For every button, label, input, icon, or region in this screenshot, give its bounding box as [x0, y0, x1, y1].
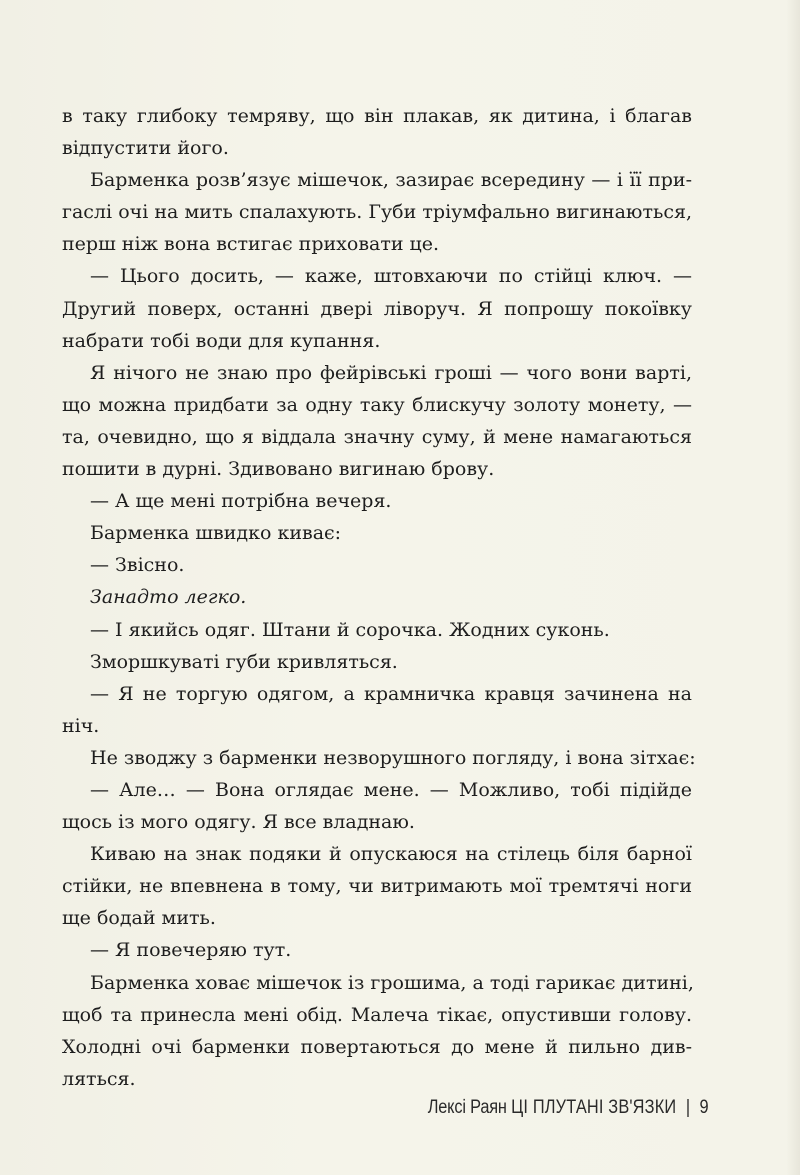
text-line: пошити в дурні. Здивовано вигинаю брову.: [62, 458, 495, 481]
text-line: — Цього досить, — каже, штовхаючи по стійці ключ. —: [90, 265, 692, 288]
text-line: ляться.: [62, 1067, 136, 1090]
text-line: Киваю на знак подяки й опускаюся на стілець біля барної: [90, 843, 692, 866]
footer-book-title: ЦІ ПЛУТАНІ ЗВ'ЯЗКИ: [510, 1097, 676, 1118]
text-line: що можна придбати за одну таку блискучу золоту монету, —: [62, 393, 692, 416]
text-line: стійки, не впевнена в тому, чи витримають мої тремтячі ноги: [62, 875, 692, 898]
text-line: Барменка ховає мішечок із грошима, а тоді гарикає дитині,: [90, 971, 694, 994]
text-line: Я нічого не знаю про фейрівські гроші — чого вони варті,: [90, 361, 692, 384]
page-body-text: [62, 100, 696, 1095]
text-line: Холодні очі барменки повертаються до мене й пильно див-: [62, 1035, 692, 1058]
page-number: 9: [699, 1097, 708, 1118]
page-edge-shadow: [786, 0, 800, 1175]
text-line: щось із мого одягу. Я все владнаю.: [62, 811, 415, 834]
text-line: відпустити його.: [62, 137, 229, 160]
footer-separator: |: [685, 1097, 690, 1118]
text-line: ще бодай мить.: [62, 907, 216, 930]
text-line: — Звісно.: [90, 554, 185, 577]
text-line: в таку глибоку темряву, що він плакав, як дитина, і благав: [62, 105, 692, 127]
text-line: та, очевидно, що я віддала значну суму, й мене намагаються: [62, 425, 692, 448]
text-line: Зморшкуваті губи кривляться.: [90, 650, 398, 673]
text-line: — Я не торгую одягом, а крамничка кравця зачинена на: [90, 682, 692, 705]
text-line: перш ніж вона встигає приховати це.: [62, 233, 440, 256]
footer-author: Лексі Раян: [427, 1097, 507, 1118]
text-line: Занадто легко.: [90, 586, 247, 609]
text-line: Не зводжу з барменки незворушного погляду, і вона зітхає:: [90, 746, 696, 769]
text-line: — І якийсь одяг. Штани й сорочка. Жодних суконь.: [90, 618, 610, 641]
text-line: набрати тобі води для купання.: [62, 329, 381, 352]
text-line: Барменка швидко киває:: [90, 522, 342, 545]
running-footer: [427, 1097, 708, 1119]
text-line: ніч.: [62, 714, 100, 737]
text-line: Барменка розв’язує мішечок, зазирає всередину — і її при-: [90, 169, 692, 192]
text-line: Другий поверх, останні двері ліворуч. Я попрошу покоївку: [62, 297, 692, 320]
text-line: щоб та принесла мені обід. Малеча тікає, опустивши голову.: [62, 1003, 692, 1026]
text-line: — Я повечеряю тут.: [90, 939, 292, 962]
text-line: — Але… — Вона оглядає мене. — Можливо, тобі підійде: [90, 778, 692, 801]
text-line: гаслі очі на мить спалахують. Губи тріумфально вигинаються,: [62, 201, 692, 224]
text-line: — А ще мені потрібна вечеря.: [90, 490, 392, 513]
